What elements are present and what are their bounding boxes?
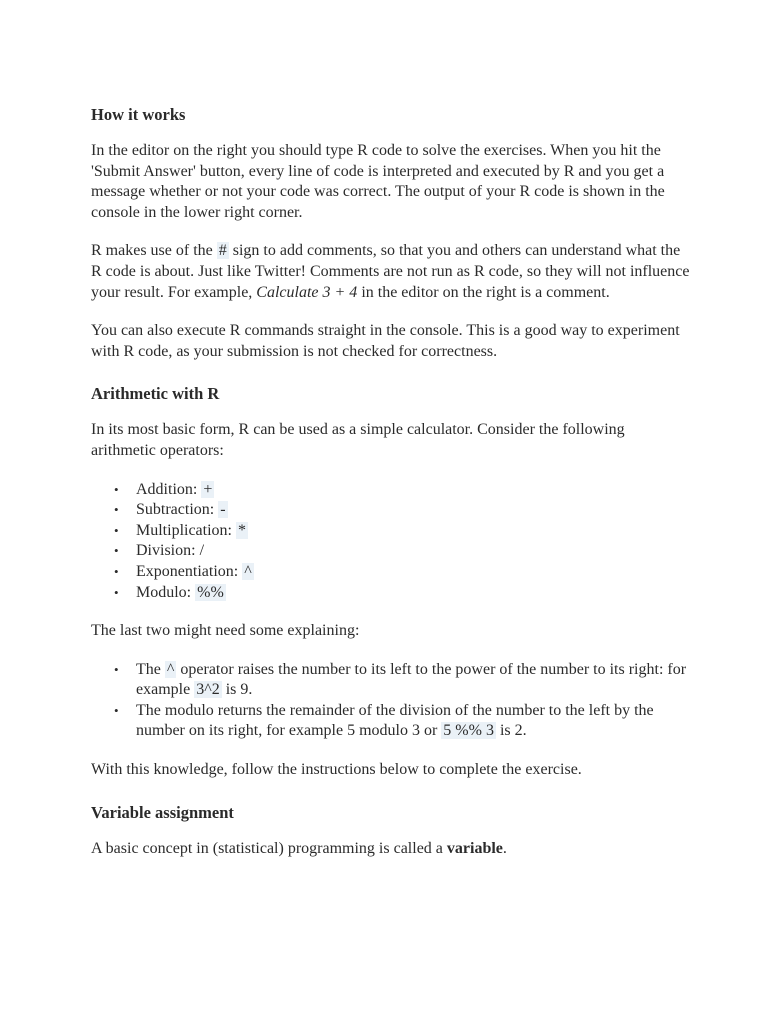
operator-list (91, 480, 691, 604)
paragraph-editor-intro: In the editor on the right you should type R code to solve the exercises. When you hit the 'Submit Answer' button, every line of code is interpreted and executed by R and you get a message whether or not your code was correct. The output of your R code is shown in the console in the lower right corner. (91, 142, 665, 221)
variable-term: variable (446, 839, 503, 857)
paragraph-console: You can also execute R commands straight in the console. This is a good way to experiment with R code, as your submission is not checked for correctness. (91, 322, 680, 360)
list-item: • Addition: + (136, 480, 691, 501)
section-heading-variable: Variable assignment (91, 802, 234, 822)
article-content (91, 104, 691, 859)
section-heading-arithmetic: Arithmetic with R (91, 384, 220, 404)
list-item: • Modulo: %% (136, 583, 691, 604)
list-item: • Division: / (136, 541, 691, 562)
paragraph-comments: R makes use of the # sign to add comments, so that you and others can understand what the R code is about. Just like Twitter! Comments are not run as R code, so they will not influence your result. For example, Calculate 3 + 4 in the editor on the right is a comment. (91, 242, 690, 301)
paragraph-variable: A basic concept in (statistical) programming is called a variable. (91, 839, 507, 857)
list-item: • Multiplication: * (136, 521, 691, 542)
list-item: • The ^ operator raises the number to its left to the power of the number to its right: for example 3^2 is 9. (136, 660, 691, 701)
hash-code: # (218, 242, 227, 260)
paragraph-explain-intro: The last two might need some explaining: (91, 622, 360, 640)
comment-example: Calculate 3 + 4 (256, 283, 358, 301)
list-item: • Exponentiation: ^ (136, 562, 691, 583)
list-item: • The modulo returns the remainder of the division of the number to the left by the number on its right, for example 5 modulo 3 or 5 %% 3 is 2. (136, 701, 691, 742)
section-heading-how-it-works: How it works (91, 105, 186, 124)
explain-list (91, 660, 691, 742)
paragraph-arithmetic-intro: In its most basic form, R can be used as a simple calculator. Consider the following arithmetic operators: (91, 421, 625, 459)
list-item: • Subtraction: - (136, 500, 691, 521)
paragraph-closing: With this knowledge, follow the instructions below to complete the exercise. (91, 761, 582, 779)
